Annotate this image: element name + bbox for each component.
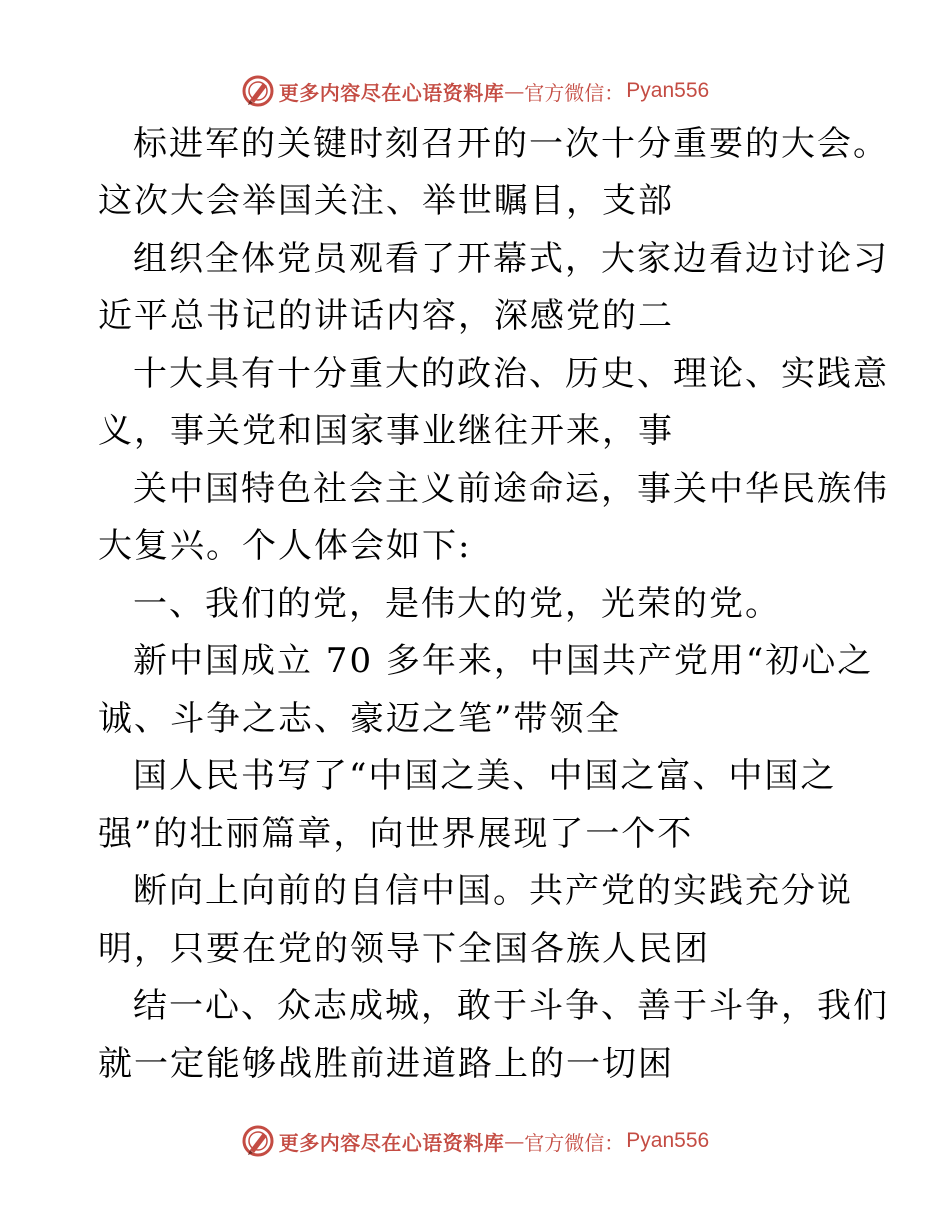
body-line: 强”的壮丽篇章，向世界展现了一个不 <box>98 814 694 854</box>
body-line: 这次大会举国关注、举世瞩目，支部 <box>98 181 674 221</box>
body-line: 就一定能够战胜前进道路上的一切困 <box>98 1044 674 1084</box>
body-line: 诚、斗争之志、豪迈之笔”带领全 <box>98 699 622 739</box>
pen-logo-icon <box>241 74 275 108</box>
body-line: 断向上向前的自信中国。共产党的实践充分说 <box>133 871 853 911</box>
body-line: 义，事关党和国家事业继往开来，事 <box>98 411 674 451</box>
pen-logo-icon <box>241 1124 275 1158</box>
banner-wechat-id: Pyan556 <box>626 1129 710 1152</box>
footer-banner <box>0 1121 950 1161</box>
section-heading: 一、我们的党，是伟大的党，光荣的党。 <box>133 584 781 624</box>
banner-text: 更多内容尽在心语资料库 <box>278 1130 505 1155</box>
body-line: 大复兴。个人体会如下: <box>98 526 472 566</box>
header-banner <box>0 71 950 111</box>
body-line: 国人民书写了“中国之美、中国之富、中国之 <box>133 756 837 796</box>
body-line: 标进军的关键时刻召开的一次十分重要的大会。 <box>133 124 889 164</box>
banner-separator: — <box>504 1129 525 1153</box>
body-line: 近平总书记的讲话内容，深感党的二 <box>98 296 674 336</box>
body-line: 明，只要在党的领导下全国各族人民团 <box>98 929 710 969</box>
banner-official-label: 官方微信： <box>524 1130 625 1155</box>
banner-separator: — <box>504 79 525 103</box>
body-line: 组织全体党员观看了开幕式，大家边看边讨论习 <box>133 239 889 279</box>
body-line: 结一心、众志成城，敢于斗争、善于斗争，我们 <box>133 986 889 1026</box>
banner-official-label: 官方微信： <box>524 80 625 105</box>
body-line: 十大具有十分重大的政治、历史、理论、实践意 <box>133 354 889 394</box>
body-line: 新中国成立 70 多年来，中国共产党用“初心之 <box>133 641 874 681</box>
banner-wechat-id: Pyan556 <box>626 79 710 102</box>
banner-text: 更多内容尽在心语资料库 <box>278 80 505 105</box>
body-line: 关中国特色社会主义前途命运，事关中华民族伟 <box>133 469 889 509</box>
